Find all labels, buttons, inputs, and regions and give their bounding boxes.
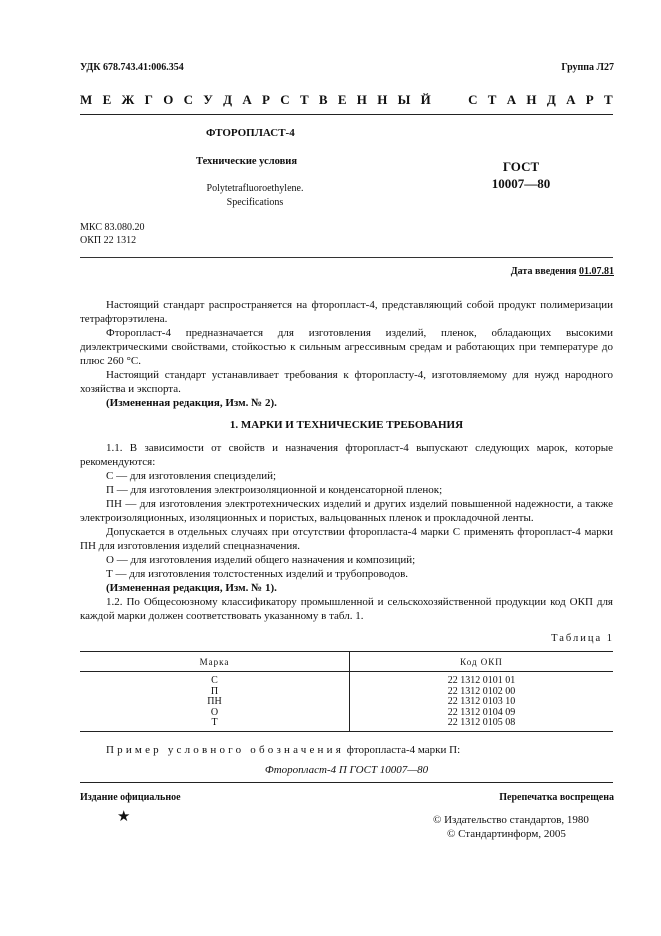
table-row (80, 718, 613, 731)
okp-cell: 22 1312 0104 09 (447, 706, 516, 718)
paragraph: С — для изготовления специзделий; (106, 470, 277, 482)
classification-codes (80, 221, 144, 247)
mks-code: МКС 83.080.20 (80, 222, 145, 233)
document-subtitle: Технические условия (196, 156, 298, 167)
okp-code: ОКП 22 1312 (80, 235, 137, 246)
paragraph: Настоящий стандарт распространяется на фторопласт-4, представляющий собой продукт полимеризации тетрафторэтилена. (80, 299, 613, 325)
udk-code: УДК 678.743.41:006.354 (80, 62, 184, 73)
bottom-divider (80, 782, 613, 783)
table-row (80, 708, 613, 719)
document-title: ФТОРОПЛАСТ-4 (206, 127, 295, 139)
table-header-row (80, 652, 613, 672)
english-title (195, 182, 315, 210)
amendment-note: (Измененная редакция, Изм. № 2). (106, 397, 277, 409)
designation-example-value: Фторопласт-4 П ГОСТ 10007—80 (264, 764, 429, 776)
star-icon: ★ (117, 809, 131, 825)
english-title-line1: Polytetrafluoroethylene. (206, 183, 304, 194)
gost-number (488, 158, 554, 192)
example-spaced-label: Пример условного обозначения (106, 744, 344, 756)
gost-code: 10007—80 (491, 176, 551, 191)
middle-divider (80, 257, 613, 258)
column-header-okp: Код ОКП (350, 652, 614, 672)
top-divider (80, 114, 613, 115)
effective-date-label: Дата введения (510, 266, 577, 277)
table-caption: Таблица 1 (551, 633, 614, 644)
table-row (80, 697, 613, 708)
paragraph: Фторопласт-4 предназначается для изготовления изделий, пленок, обладающих высокими диэлектрическими свойствами, стойкостью к сильным агрессивным средам и работающих при температуре до плюс 260 °С. (80, 327, 613, 367)
interstate-standard-heading: М Е Ж Г О С У Д А Р С Т В Е Н Н Ы Й С Т А Н Д А Р Т (80, 92, 613, 107)
okp-cell: 22 1312 0105 08 (350, 718, 614, 731)
example-label-rest: фторопласта-4 марки П: (343, 744, 461, 756)
effective-date (511, 266, 614, 277)
copyright-line: © Стандартинформ, 2005 (447, 828, 566, 840)
okp-cell: 22 1312 0101 01 (447, 675, 516, 686)
group-code: Группа Л27 (561, 62, 614, 73)
paragraph: П — для изготовления электроизоляционной и конденсаторной пленок; (106, 484, 443, 496)
paragraph: ПН — для изготовления электротехнических изделий и других изделий повышенной надежности, а также электроизоляционных, изоляционных и пористых, вальцованных пленок и прокладочной ленты. (80, 498, 613, 524)
designation-example (106, 744, 460, 756)
effective-date-value: 01.07.81 (579, 266, 614, 277)
document-body (80, 298, 613, 623)
paragraph: Настоящий стандарт устанавливает требования к фторопласту-4, изготовляемому для нужд народного хозяйства и экспорта. (80, 369, 613, 395)
copyright-line: © Издательство стандартов, 1980 (433, 814, 589, 826)
copyright-block (433, 813, 589, 841)
grade-cell: ПН (80, 697, 350, 708)
reprint-prohibited-label: Перепечатка воспрещена (499, 792, 614, 803)
grade-cell: П (80, 687, 350, 698)
table-row (80, 687, 613, 698)
table-row (80, 672, 613, 687)
grade-cell: Т (80, 718, 350, 731)
paragraph: 1.2. По Общесоюзному классификатору промышленной и сельскохозяйственной продукции код ОКП для каждой марки должен соответствовать указанному в табл. 1. (80, 596, 613, 622)
paragraph: Допускается в отдельных случаях при отсутствии фторопласта-4 марки С применять фторопласт-4 марки ПН для изготовления изделий спецназначения. (80, 526, 613, 552)
paragraph: 1.1. В зависимости от свойств и назначения фторопласт-4 выпускают следующих марок, которые рекомендуются: (80, 442, 613, 468)
column-header-grade: Марка (80, 652, 350, 672)
official-edition-label: Издание официальное (80, 792, 181, 803)
paragraph: Т — для изготовления толстостенных изделий и трубопроводов. (106, 568, 409, 580)
okp-cell: 22 1312 0103 10 (447, 696, 516, 707)
amendment-note: (Измененная редакция, Изм. № 1). (106, 582, 277, 594)
english-title-line2: Specifications (226, 197, 284, 208)
gost-label: ГОСТ (502, 159, 540, 174)
okp-table (80, 651, 613, 732)
section-heading: 1. МАРКИ И ТЕХНИЧЕСКИЕ ТРЕБОВАНИЯ (229, 419, 464, 431)
grade-cell: О (80, 708, 350, 719)
grade-cell: С (80, 672, 350, 687)
paragraph: О — для изготовления изделий общего назначения и композиций; (106, 554, 416, 566)
okp-cell: 22 1312 0102 00 (447, 685, 516, 697)
